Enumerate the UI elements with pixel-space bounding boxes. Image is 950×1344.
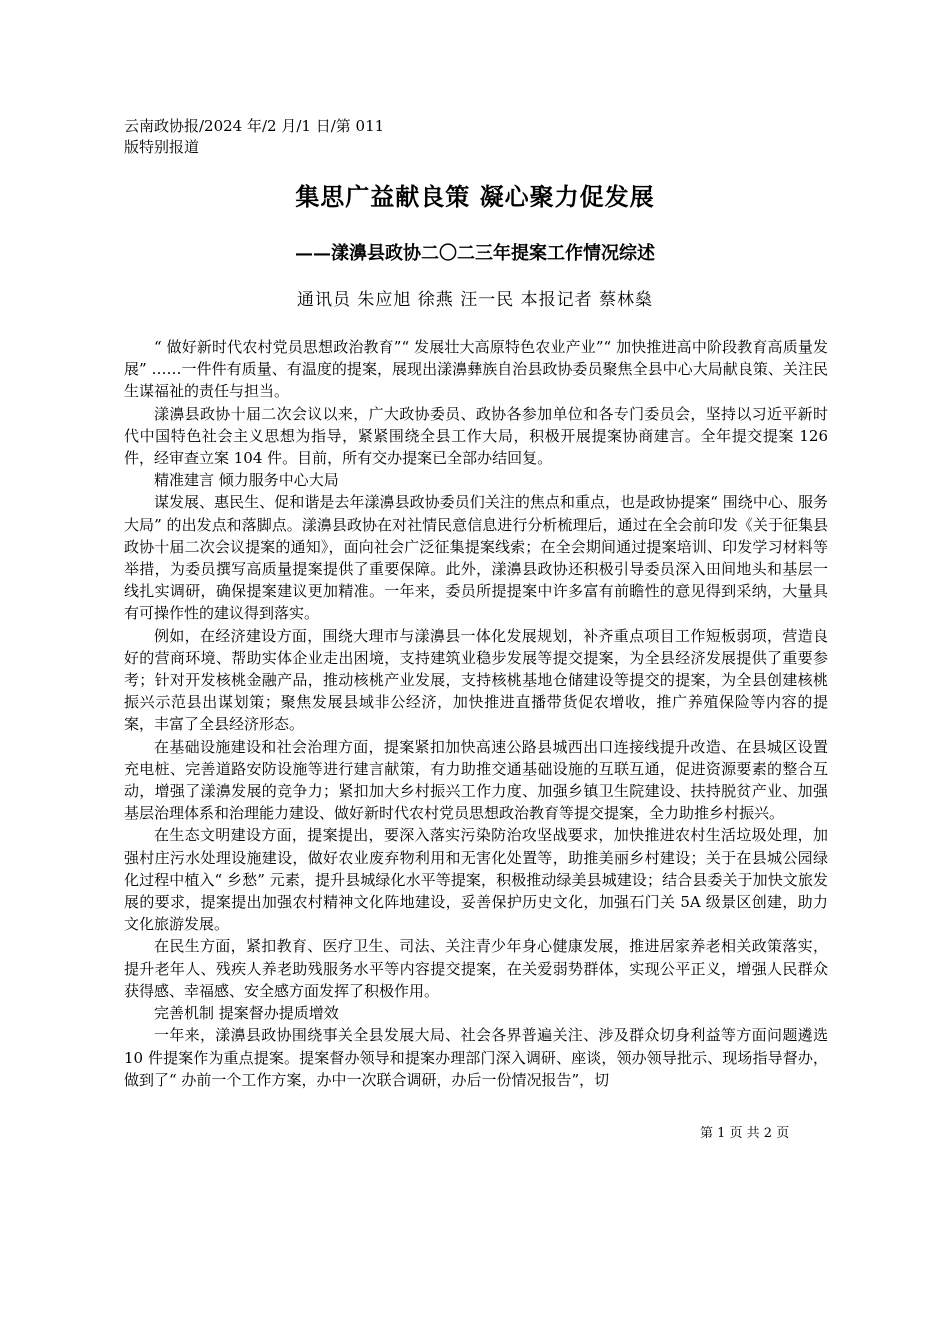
- paragraph-ecology: 在生态文明建设方面，提案提出，要深入落实污染防治攻坚战要求，加快推进农村生活垃圾处理，加强村庄污水处理设施建设，做好农业废弃物利用和无害化处置等，助推美丽乡村建设；关于在县城公园绿化过程中植入“ 乡愁” 元素，提升县城绿化水平等提案，积极推动绿美县城建设；结合县委关于加快文旅发展的要求，提案提出加强农村精神文化阵地建设，妥善保护历史文化，加强石门关 5A 级景区创建，助力文化旅游发展。: [124, 826, 828, 934]
- article-title: 集思广益献良策 凝心聚力促发展: [295, 182, 655, 211]
- paragraph-economy: 例如，在经济建设方面，围绕大理市与漾濞县一体化发展规划，补齐重点项目工作短板弱项，营造良好的营商环境、帮助实体企业走出困境，支持建筑业稳步发展等提交提案，为全县经济发展提供了重要参考；针对开发核桃金融产品，推动核桃产业发展，支持核桃基地仓储建设等提交的提案，为全县创建核桃振兴示范县出谋划策；聚焦发展县域非公经济，加快推进直播带货促农增收，推广养殖保险等内容的提案，丰富了全县经济形态。: [124, 626, 828, 734]
- article-body: [124, 336, 828, 1091]
- page-number: 第 1 页 共 2 页: [700, 1126, 790, 1141]
- article-subtitle: ——漾濞县政协二〇二三年提案工作情况综述: [295, 243, 655, 264]
- article-byline: 通讯员 朱应旭 徐燕 汪一民 本报记者 蔡林燊: [296, 290, 654, 310]
- paragraph-livelihood: 在民生方面，紧扣教育、医疗卫生、司法、关注青少年身心健康发展，推进居家养老相关政策落实，提升老年人、残疾人养老助残服务水平等内容提交提案，在关爱弱势群体，实现公平正义，增强人民群众获得感、幸福感、安全感方面发挥了积极作用。: [124, 937, 828, 1000]
- section-heading-precise-advice: 精准建言 倾力服务中心大局: [154, 471, 339, 490]
- source-citation: [124, 116, 424, 158]
- paragraph-supervision: 一年来，漾濞县政协围绕事关全县发展大局、社会各界普遍关注、涉及群众切身利益等方面问题遴选 10 件提案作为重点提案。提案督办领导和提案办理部门深入调研、座谈，领办领导批示、现场指导督办，做到了“ 办前一个工作方案，办中一次联合调研，办后一份情况报告”，切: [124, 1026, 828, 1089]
- paragraph-focus: 谋发展、惠民生、促和谐是去年漾濞县政协委员们关注的焦点和重点，也是政协提案“ 围绕中心、服务大局” 的出发点和落脚点。漾濞县政协在对社情民意信息进行分析梳理后，通过在全会前印发《关于征集县政协十届二次会议提案的通知》，面向社会广泛征集提案线索；在全会期间通过提案培训、印发学习材料等举措，为委员撰写高质量提案提供了重要保障。此外，漾濞县政协还积极引导委员深入田间地头和基层一线扎实调研，确保提案建议更加精准。一年来，委员所提提案中许多富有前瞻性的意见得到采纳，大量具有可操作性的建议得到落实。: [124, 493, 828, 623]
- paragraph-overview: 漾濞县政协十届二次会议以来，广大政协委员、政协各参加单位和各专门委员会，坚持以习近平新时代中国特色社会主义思想为指导，紧紧围绕全县工作大局，积极开展提案协商建言。全年提交提案 126 件，经审查立案 104 件。目前，所有交办提案已全部办结回复。: [124, 404, 828, 468]
- section-heading-mechanism: 完善机制 提案督办提质增效: [154, 1004, 339, 1023]
- source-line-2: 版特别报道: [124, 138, 200, 156]
- paragraph-intro: “ 做好新时代农村党员思想政治教育”“ 发展壮大高原特色农业产业”“ 加快推进高中阶段教育高质量发展” ……一件件有质量、有温度的提案，展现出漾濞彝族自治县政协委员聚焦全县中心大局献良策、关注民生谋福祉的责任与担当。: [124, 338, 828, 401]
- paragraph-infrastructure: 在基础设施建设和社会治理方面，提案紧扣加快高速公路县城西出口连接线提升改造、在县城区设置充电桩、完善道路安防设施等进行建言献策，有力助推交通基础设施的互联互通，促进资源要素的整合互动，增强了漾濞发展的竞争力；紧扣加大乡村振兴工作力度、加强乡镇卫生院建设、扶持脱贫产业、加强基层治理体系和治理能力建设、做好新时代农村党员思想政治教育等提交提案，全力助推乡村振兴。: [124, 737, 828, 823]
- source-line-1: 云南政协报/2024 年/2 月/1 日/第 011: [124, 117, 385, 135]
